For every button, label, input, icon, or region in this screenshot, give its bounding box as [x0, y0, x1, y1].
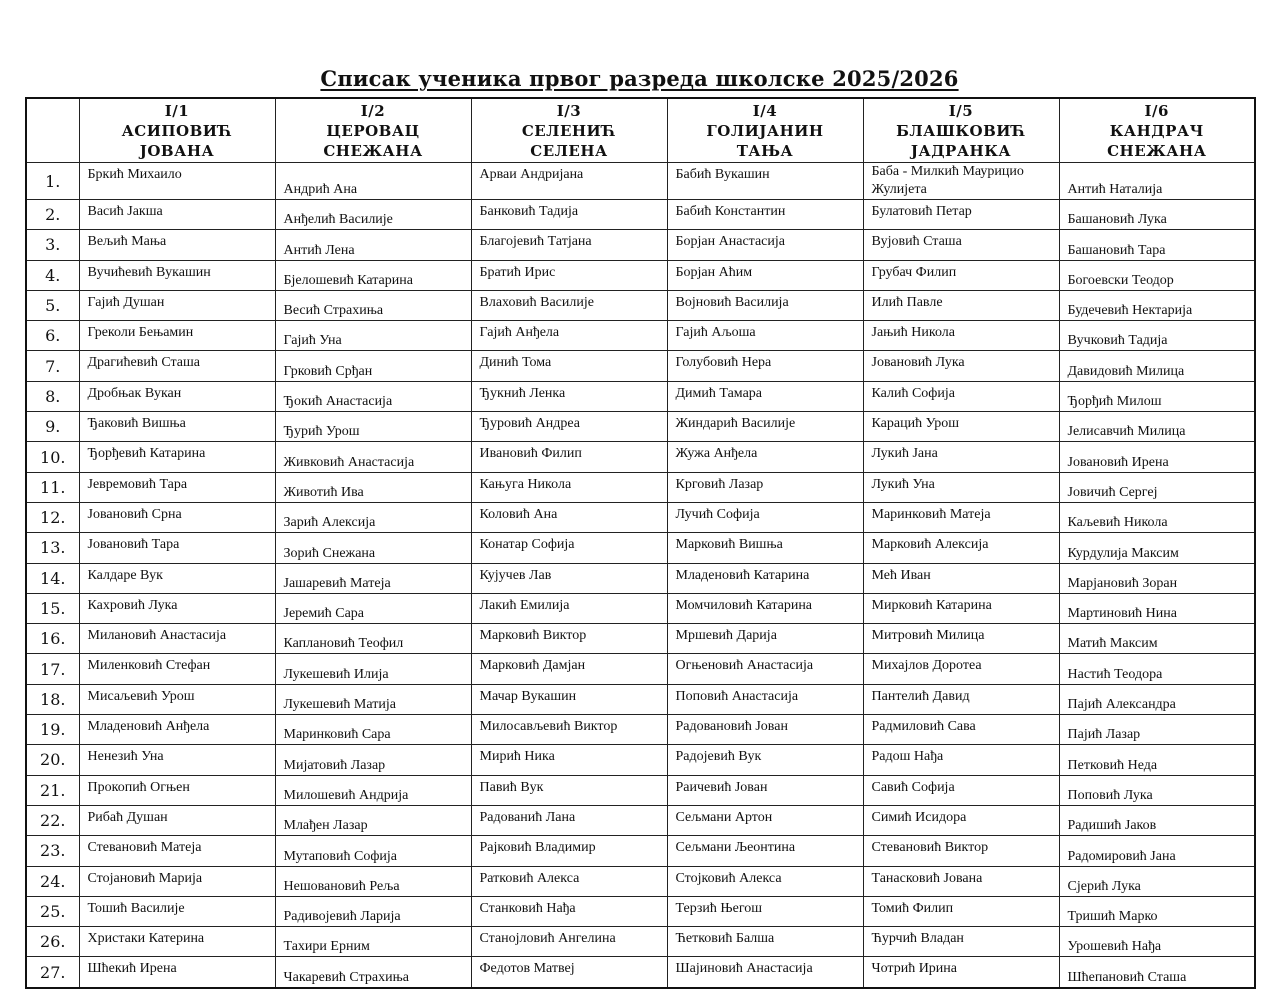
student-name-cell: Ђукнић Ленка	[471, 381, 667, 411]
row-number: 3.	[26, 230, 79, 260]
table-row	[26, 775, 1255, 805]
table-row	[26, 563, 1255, 593]
student-name-cell: Греколи Бењамин	[79, 321, 275, 351]
teacher-surname: ЦЕРОВАЦ	[326, 121, 420, 140]
table-row	[26, 927, 1255, 957]
student-name-cell: Димић Тамара	[667, 381, 863, 411]
student-name-cell: Арваи Андријана	[471, 163, 667, 200]
row-number: 16.	[26, 624, 79, 654]
student-name-cell: Ратковић Алекса	[471, 866, 667, 896]
student-name-cell: Радовановић Јован	[667, 715, 863, 745]
row-number: 9.	[26, 412, 79, 442]
student-name-cell: Урошевић Нађа	[1059, 927, 1255, 957]
student-name-cell: Терзић Његош	[667, 896, 863, 926]
student-name-cell: Марковић Дамјан	[471, 654, 667, 684]
student-name-cell: Федотов Матвеј	[471, 957, 667, 988]
student-name-cell: Стојковић Алекса	[667, 866, 863, 896]
row-number: 8.	[26, 381, 79, 411]
student-name-cell: Грковић Срђан	[275, 351, 471, 381]
student-name-cell: Огњеновић Анастасија	[667, 654, 863, 684]
student-name-cell: Баба - Милкић Маурицио Жулијета	[863, 163, 1059, 200]
student-name-cell: Ђаковић Вишња	[79, 412, 275, 442]
table-row	[26, 957, 1255, 988]
row-number: 2.	[26, 200, 79, 230]
student-name-cell: Танасковић Јована	[863, 866, 1059, 896]
student-name-cell: Шћепановић Сташа	[1059, 957, 1255, 988]
student-name-cell: Радмиловић Сава	[863, 715, 1059, 745]
table-row	[26, 163, 1255, 200]
student-name-cell: Андрић Ана	[275, 163, 471, 200]
student-name-cell: Јелисавчић Милица	[1059, 412, 1255, 442]
student-name-cell: Зарић Алексија	[275, 502, 471, 532]
student-name-cell: Маринковић Матеја	[863, 502, 1059, 532]
class-column-header	[1059, 98, 1255, 163]
student-name-cell: Жиндарић Василије	[667, 412, 863, 442]
student-name-cell: Ивановић Филип	[471, 442, 667, 472]
student-name-cell: Сјерић Лука	[1059, 866, 1255, 896]
table-row	[26, 866, 1255, 896]
row-number: 20.	[26, 745, 79, 775]
student-name-cell: Марковић Алексија	[863, 533, 1059, 563]
teacher-name: СЕЛЕНА	[530, 141, 608, 160]
student-name-cell: Ђорђевић Катарина	[79, 442, 275, 472]
student-name-cell: Јовановић Лука	[863, 351, 1059, 381]
student-name-cell: Конатар Софија	[471, 533, 667, 563]
student-name-cell: Нешовановић Реља	[275, 866, 471, 896]
class-label: I/5	[948, 101, 974, 120]
student-name-cell: Симић Исидора	[863, 805, 1059, 835]
student-name-cell: Зорић Снежана	[275, 533, 471, 563]
table-row	[26, 593, 1255, 623]
class-label: I/2	[360, 101, 386, 120]
student-name-cell: Мачар Вукашин	[471, 684, 667, 714]
row-number: 1.	[26, 163, 79, 200]
student-name-cell: Гајић Душан	[79, 290, 275, 320]
student-name-cell: Благојевић Татјана	[471, 230, 667, 260]
row-number: 6.	[26, 321, 79, 351]
row-number: 18.	[26, 684, 79, 714]
student-name-cell: Мутаповић Софија	[275, 836, 471, 866]
student-name-cell: Дробњак Вукан	[79, 381, 275, 411]
student-name-cell: Ћурчић Владан	[863, 927, 1059, 957]
student-name-cell: Петковић Неда	[1059, 745, 1255, 775]
teacher-name: ЈОВАНА	[139, 141, 215, 160]
class-label: I/1	[164, 101, 190, 120]
student-name-cell: Јовановић Тара	[79, 533, 275, 563]
student-name-cell: Лакић Емилија	[471, 593, 667, 623]
row-number-header	[26, 98, 79, 163]
row-number: 22.	[26, 805, 79, 835]
table-row	[26, 290, 1255, 320]
student-name-cell: Башановић Тара	[1059, 230, 1255, 260]
table-row	[26, 805, 1255, 835]
row-number: 25.	[26, 896, 79, 926]
student-name-cell: Калдаре Вук	[79, 563, 275, 593]
teacher-name: ЈАДРАНКА	[910, 141, 1012, 160]
teacher-surname: СЕЛЕНИЋ	[521, 121, 617, 140]
table-row	[26, 412, 1255, 442]
student-name-cell: Животић Ива	[275, 472, 471, 502]
student-name-cell: Марковић Виктор	[471, 624, 667, 654]
table-row	[26, 260, 1255, 290]
student-name-cell: Борјан Анастасија	[667, 230, 863, 260]
student-name-cell: Поповић Лука	[1059, 775, 1255, 805]
table-row	[26, 654, 1255, 684]
student-name-cell: Антић Наталија	[1059, 163, 1255, 200]
table-header	[26, 98, 1255, 163]
student-name-cell: Тошић Василије	[79, 896, 275, 926]
student-name-cell: Вујовић Сташа	[863, 230, 1059, 260]
student-name-cell: Лучић Софија	[667, 502, 863, 532]
class-roster-table	[25, 97, 1256, 989]
student-name-cell: Прокопић Огњен	[79, 775, 275, 805]
row-number: 17.	[26, 654, 79, 684]
row-number: 12.	[26, 502, 79, 532]
class-column-header	[667, 98, 863, 163]
table-row	[26, 442, 1255, 472]
student-name-cell: Шајиновић Анастасија	[667, 957, 863, 988]
student-name-cell: Стојановић Марија	[79, 866, 275, 896]
table-row	[26, 230, 1255, 260]
student-name-cell: Томић Филип	[863, 896, 1059, 926]
student-name-cell: Вељић Мања	[79, 230, 275, 260]
student-name-cell: Братић Ирис	[471, 260, 667, 290]
student-name-cell: Стевановић Виктор	[863, 836, 1059, 866]
row-number: 11.	[26, 472, 79, 502]
table-row	[26, 896, 1255, 926]
student-name-cell: Станојловић Ангелина	[471, 927, 667, 957]
student-name-cell: Мирић Ника	[471, 745, 667, 775]
row-number: 24.	[26, 866, 79, 896]
table-row	[26, 321, 1255, 351]
teacher-surname: БЛАШКОВИЋ	[896, 121, 1026, 140]
student-name-cell: Јеремић Сара	[275, 593, 471, 623]
row-number: 23.	[26, 836, 79, 866]
student-name-cell: Радишић Јаков	[1059, 805, 1255, 835]
student-name-cell: Тахири Ерним	[275, 927, 471, 957]
student-name-cell: Карацић Урош	[863, 412, 1059, 442]
student-name-cell: Лукић Уна	[863, 472, 1059, 502]
row-number: 27.	[26, 957, 79, 988]
student-name-cell: Пантелић Давид	[863, 684, 1059, 714]
teacher-surname: АСИПОВИЋ	[121, 121, 233, 140]
student-name-cell: Младеновић Анђела	[79, 715, 275, 745]
teacher-surname: ГОЛИЈАНИН	[706, 121, 824, 140]
student-name-cell: Калић Софија	[863, 381, 1059, 411]
student-name-cell: Матић Максим	[1059, 624, 1255, 654]
student-name-cell: Весић Страхиња	[275, 290, 471, 320]
student-name-cell: Јашаревић Матеја	[275, 563, 471, 593]
table-row	[26, 715, 1255, 745]
student-name-cell: Крговић Лазар	[667, 472, 863, 502]
student-name-cell: Јевремовић Тара	[79, 472, 275, 502]
row-number: 21.	[26, 775, 79, 805]
student-name-cell: Ненезић Уна	[79, 745, 275, 775]
teacher-name: ТАЊА	[736, 141, 794, 160]
student-name-cell: Чотрић Ирина	[863, 957, 1059, 988]
student-name-cell: Кујучев Лав	[471, 563, 667, 593]
student-name-cell: Сељмани Артон	[667, 805, 863, 835]
student-name-cell: Шћекић Ирена	[79, 957, 275, 988]
student-name-cell: Радованић Лана	[471, 805, 667, 835]
table-row	[26, 624, 1255, 654]
student-name-cell: Пајић Лазар	[1059, 715, 1255, 745]
student-name-cell: Борјан Аћим	[667, 260, 863, 290]
student-name-cell: Радомировић Јана	[1059, 836, 1255, 866]
header-row	[26, 98, 1255, 163]
student-name-cell: Радојевић Вук	[667, 745, 863, 775]
student-name-cell: Ђуровић Андреа	[471, 412, 667, 442]
student-name-cell: Стевановић Матеја	[79, 836, 275, 866]
student-name-cell: Ђокић Анастасија	[275, 381, 471, 411]
class-column-header	[471, 98, 667, 163]
table-row	[26, 381, 1255, 411]
row-number: 7.	[26, 351, 79, 381]
student-name-cell: Кахровић Лука	[79, 593, 275, 623]
student-name-cell: Јовичић Сергеј	[1059, 472, 1255, 502]
table-row	[26, 502, 1255, 532]
row-number: 14.	[26, 563, 79, 593]
table-row	[26, 836, 1255, 866]
student-name-cell: Јовановић Ирена	[1059, 442, 1255, 472]
student-name-cell: Илић Павле	[863, 290, 1059, 320]
student-name-cell: Ђорђић Милош	[1059, 381, 1255, 411]
student-name-cell: Ђурић Урош	[275, 412, 471, 442]
student-name-cell: Павић Вук	[471, 775, 667, 805]
row-number: 5.	[26, 290, 79, 320]
student-name-cell: Војновић Василија	[667, 290, 863, 320]
student-name-cell: Милановић Анастасија	[79, 624, 275, 654]
student-name-cell: Радош Нађа	[863, 745, 1059, 775]
student-name-cell: Будечевић Нектарија	[1059, 290, 1255, 320]
student-name-cell: Младеновић Катарина	[667, 563, 863, 593]
table-row	[26, 745, 1255, 775]
student-name-cell: Живковић Анастасија	[275, 442, 471, 472]
student-name-cell: Милосављевић Виктор	[471, 715, 667, 745]
student-name-cell: Радивојевић Ларија	[275, 896, 471, 926]
student-name-cell: Раичевић Јован	[667, 775, 863, 805]
student-name-cell: Мршевић Дарија	[667, 624, 863, 654]
table-row	[26, 200, 1255, 230]
student-name-cell: Башановић Лука	[1059, 200, 1255, 230]
student-name-cell: Влаховић Василије	[471, 290, 667, 320]
table-row	[26, 684, 1255, 714]
student-name-cell: Каљевић Никола	[1059, 502, 1255, 532]
student-name-cell: Милошевић Андрија	[275, 775, 471, 805]
student-name-cell: Маринковић Сара	[275, 715, 471, 745]
student-name-cell: Каплановић Теофил	[275, 624, 471, 654]
student-name-cell: Мартиновић Нина	[1059, 593, 1255, 623]
student-name-cell: Михајлов Доротеа	[863, 654, 1059, 684]
student-name-cell: Богоевски Теодор	[1059, 260, 1255, 290]
class-column-header	[863, 98, 1059, 163]
table-row	[26, 533, 1255, 563]
student-name-cell: Станковић Нађа	[471, 896, 667, 926]
class-label: I/6	[1144, 101, 1169, 120]
class-column-header	[275, 98, 471, 163]
table-row	[26, 472, 1255, 502]
student-name-cell: Марковић Вишња	[667, 533, 863, 563]
teacher-surname: КАНДРАЧ	[1109, 121, 1204, 140]
student-name-cell: Савић Софија	[863, 775, 1059, 805]
student-name-cell: Кањуга Никола	[471, 472, 667, 502]
class-column-header	[79, 98, 275, 163]
student-name-cell: Тришић Марко	[1059, 896, 1255, 926]
table-row	[26, 351, 1255, 381]
student-name-cell: Лукешевић Илија	[275, 654, 471, 684]
student-name-cell: Рајковић Владимир	[471, 836, 667, 866]
student-name-cell: Настић Теодора	[1059, 654, 1255, 684]
row-number: 10.	[26, 442, 79, 472]
student-name-cell: Васић Јакша	[79, 200, 275, 230]
student-name-cell: Јовановић Срна	[79, 502, 275, 532]
student-name-cell: Марјановић Зоран	[1059, 563, 1255, 593]
student-name-cell: Рибаћ Душан	[79, 805, 275, 835]
student-name-cell: Гајић Анђела	[471, 321, 667, 351]
student-name-cell: Курдулија Максим	[1059, 533, 1255, 563]
student-name-cell: Анђелић Василије	[275, 200, 471, 230]
student-name-cell: Ћетковић Балша	[667, 927, 863, 957]
student-name-cell: Грубач Филип	[863, 260, 1059, 290]
student-name-cell: Мијатовић Лазар	[275, 745, 471, 775]
student-name-cell: Поповић Анастасија	[667, 684, 863, 714]
student-name-cell: Мирковић Катарина	[863, 593, 1059, 623]
student-name-cell: Бабић Вукашин	[667, 163, 863, 200]
student-name-cell: Лукић Јана	[863, 442, 1059, 472]
student-name-cell: Бјелошевић Катарина	[275, 260, 471, 290]
student-name-cell: Мисаљевић Урош	[79, 684, 275, 714]
student-name-cell: Бабић Константин	[667, 200, 863, 230]
student-name-cell: Динић Тома	[471, 351, 667, 381]
student-name-cell: Јањић Никола	[863, 321, 1059, 351]
teacher-name: СНЕЖАНА	[1107, 141, 1207, 160]
class-label: I/3	[556, 101, 582, 120]
student-name-cell: Пајић Александра	[1059, 684, 1255, 714]
class-label: I/4	[752, 101, 778, 120]
student-name-cell: Вучковић Тадија	[1059, 321, 1255, 351]
teacher-name: СНЕЖАНА	[323, 141, 423, 160]
student-name-cell: Христаки Катерина	[79, 927, 275, 957]
student-name-cell: Бркић Михаило	[79, 163, 275, 200]
row-number: 19.	[26, 715, 79, 745]
student-name-cell: Вучићевић Вукашин	[79, 260, 275, 290]
student-name-cell: Лукешевић Матија	[275, 684, 471, 714]
table-body	[26, 163, 1255, 988]
student-name-cell: Гајић Уна	[275, 321, 471, 351]
student-name-cell: Момчиловић Катарина	[667, 593, 863, 623]
student-name-cell: Давидовић Милица	[1059, 351, 1255, 381]
student-name-cell: Жужа Анђела	[667, 442, 863, 472]
student-name-cell: Сељмани Љеонтина	[667, 836, 863, 866]
student-name-cell: Голубовић Нера	[667, 351, 863, 381]
row-number: 15.	[26, 593, 79, 623]
student-name-cell: Чакаревић Страхиња	[275, 957, 471, 988]
student-name-cell: Булатовић Петар	[863, 200, 1059, 230]
student-name-cell: Млађен Лазар	[275, 805, 471, 835]
student-name-cell: Миленковић Стефан	[79, 654, 275, 684]
student-name-cell: Банковић Тадија	[471, 200, 667, 230]
student-name-cell: Митровић Милица	[863, 624, 1059, 654]
document-title: Списак ученика првог разреда школске 2025/2026	[320, 66, 959, 91]
row-number: 4.	[26, 260, 79, 290]
row-number: 26.	[26, 927, 79, 957]
student-name-cell: Драгићевић Сташа	[79, 351, 275, 381]
student-name-cell: Гајић Аљоша	[667, 321, 863, 351]
student-name-cell: Мећ Иван	[863, 563, 1059, 593]
row-number: 13.	[26, 533, 79, 563]
student-name-cell: Коловић Ана	[471, 502, 667, 532]
student-name-cell: Антић Лена	[275, 230, 471, 260]
